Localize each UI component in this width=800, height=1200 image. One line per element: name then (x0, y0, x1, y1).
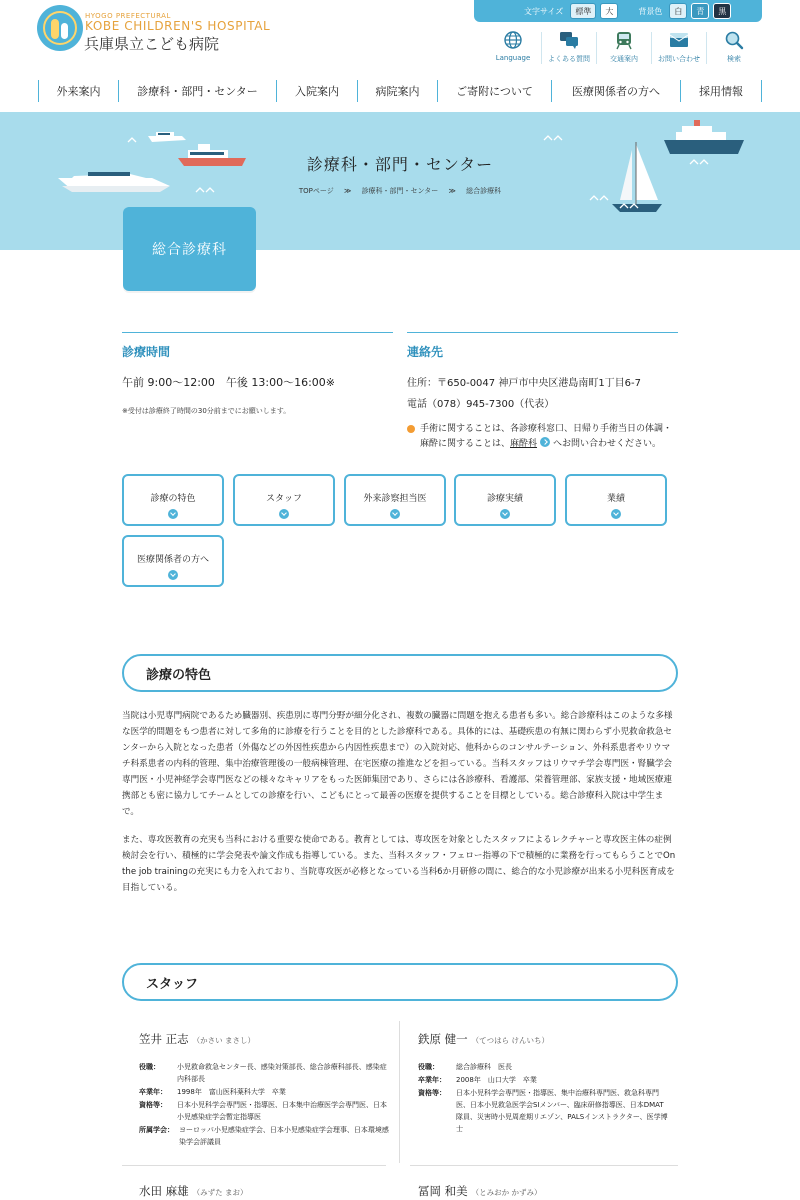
contact-address: 住所：〒650-0047 神戸市中央区港島南町1丁目6-7 (407, 378, 642, 389)
arrow-down-icon (168, 570, 178, 580)
chat-icon (559, 30, 579, 50)
language-link[interactable] (485, 30, 541, 66)
logo-subtitle[interactable]: HYOGO PREFECTURAL (85, 12, 171, 20)
logo-english-name[interactable]: KOBE CHILDREN'S HOSPITAL (85, 19, 271, 33)
staff-card: 笠井 正志 （かさい まさし） 役職： 小児救命救急センター長、感染対策部長、総合診療科部長、感染症内科部長 卒業年： 1998年 富山医科薬科大学 卒業 資格等： 日本小児科学会専門医・指導医、日本集中治療医学会専門医、日本小児感染症学会暫定指導医 所属学会： ヨーロッパ小児感染症学会、日本小児感染症学会理事、日本環境感染学会評議員 (139, 1032, 389, 1146)
hero-banner (0, 112, 800, 250)
search-label: 検索 (727, 55, 741, 63)
font-large-button[interactable]: 大 (600, 3, 618, 19)
features-heading: 診療の特色 (122, 654, 678, 692)
arrow-down-icon (611, 509, 621, 519)
background-color-label: 背景色 (638, 6, 663, 16)
language-label: Language (495, 54, 531, 62)
anchor-results-button[interactable]: 診療実績 (454, 474, 556, 526)
search-icon (724, 30, 744, 50)
nav-donation[interactable]: ご寄附について (437, 80, 551, 102)
staff-name: 水田 麻雄 （みずた まお） (139, 1184, 248, 1198)
staff-heading: スタッフ (122, 963, 678, 1001)
features-paragraph-2: また、専攻医教育の充実も当科における重要な使命である。教育としては、専攻医を対象としたスタッフによるレクチャーと専攻医主体の症例検討会を行い、積極的に学会発表や論文作成も指導している。また、当科スタッフ・フェロー指導の下で積極的に業務を行ってもらうことでOn the job trainingの充実にも力を入れており、当院専攻医が必修となっている当科6か月研修の間に、総合的な小児診療が出来る小児科医育成を目指している。 (122, 835, 676, 893)
bg-blue-button[interactable]: 青 (691, 3, 709, 19)
nav-medical-professionals[interactable]: 医療関係者の方へ (551, 80, 680, 102)
arrow-right-icon[interactable] (540, 437, 550, 447)
page-title: 診療科・部門・センター (306, 155, 494, 174)
anesthesiology-link[interactable]: 麻酔科 (510, 439, 538, 449)
features-paragraph-1: 当院は小児専門病院であるため臓器別、疾患別に専門分野が細分化され、複数の臓器に問題を抱える患者も多い。総合診療科はこのような多様な医学的問題をもつ患者に対して多角的に診療を行うことを目的とした診療科である。具体的には、基礎疾患の有無に関わらず小児救命救急センターから入院となった患者（外傷などの外因性疾患から内因性疾患まで）の入院対応、他科からのコンサルテーション、外科系患者やリウマチ科系患者の内科的管理、集中治療管理後の一般病棟管理、在宅医療の推進などを担っている。当科スタッフはリウマチ学会専門医・腎臓学会専門医・小児神経学会専門医などの様々なキャリアをもった医師集団であり、さらには各診療科、看護部、栄養管理部、家族支援・地域医療連携部とも密に協力してチームとしての診療を行い、こどもにとって最善の医療を提供することを目標としている。総合診療科入院は中学生まで。 (122, 711, 673, 817)
breadcrumb-separator-icon: ≫ (344, 187, 352, 195)
anchor-outpatient-doctors-button[interactable]: 外来診察担当医 (344, 474, 446, 526)
anchor-achievements-button[interactable]: 業績 (565, 474, 667, 526)
font-standard-button[interactable]: 標準 (570, 3, 596, 19)
contact-section (407, 332, 678, 452)
contact-notice: 手術に関することは、各診療科窓口、日帰り手術当日の体調・麻酔に関することは、麻酔科 へお問い合わせください。 (407, 422, 678, 452)
arrow-down-icon (168, 509, 178, 519)
arrow-down-icon (500, 509, 510, 519)
staff-card: 鉄原 健一 （てつはら けんいち） 役職： 総合診療科 医長 卒業年： 2008年 山口大学 卒業 資格等： 日本小児科学会専門医・指導医、集中治療科専門医、救急科専門医、日本小児救急医学会SIメンバー、臨床研修指導医、日本DMAT隊員、災害時小児周産期リエゾン、PALSインストラクター、医学博士 (418, 1032, 668, 1133)
faq-link[interactable] (541, 30, 597, 66)
site-header (0, 0, 800, 80)
contact-phone: 電話（078）945-7300（代表） (407, 399, 555, 410)
breadcrumb-departments[interactable]: 診療科・部門・センター (361, 187, 439, 195)
staff-row-divider (410, 1165, 678, 1166)
staff-name: 冨岡 和美 （とみおか かずみ） (418, 1184, 542, 1198)
accessibility-bar (474, 0, 762, 22)
hours-section (122, 332, 393, 416)
nav-hospital-info[interactable]: 病院案内 (357, 80, 437, 102)
breadcrumb-separator-icon: ≫ (448, 187, 456, 195)
hours-heading: 診療時間 (122, 345, 171, 359)
breadcrumb (0, 186, 800, 196)
hours-text: 午前 9:00〜12:00 午後 13:00〜16:00※ (122, 376, 336, 389)
search-link[interactable] (706, 30, 762, 66)
hospital-logo-icon[interactable] (37, 5, 83, 51)
staff-row-divider (122, 1165, 386, 1166)
anchor-medical-professionals-button[interactable]: 医療関係者の方へ (122, 535, 224, 587)
nav-outpatient[interactable]: 外来案内 (38, 80, 118, 102)
anchor-staff-button[interactable]: スタッフ (233, 474, 335, 526)
font-size-label: 文字サイズ (524, 6, 564, 16)
arrow-down-icon (279, 509, 289, 519)
contact-heading: 連絡先 (407, 345, 444, 359)
anchor-features-button[interactable]: 診療の特色 (122, 474, 224, 526)
mail-icon (669, 30, 689, 50)
globe-icon (503, 30, 523, 50)
arrow-down-icon (390, 509, 400, 519)
ships-illustration-icon (0, 112, 800, 250)
bullet-icon (407, 425, 415, 433)
department-name-box: 総合診療科 (123, 207, 256, 291)
staff-name: 笠井 正志 （かさい まさし） (139, 1032, 256, 1046)
train-icon (614, 30, 634, 50)
contact-label: お問い合わせ (658, 55, 700, 63)
faq-label: よくある質問 (548, 55, 590, 63)
logo-japanese-name[interactable]: 兵庫県立こども病院 (84, 35, 220, 53)
access-link[interactable] (596, 30, 652, 66)
hours-note: ※受付は診療終了時間の30分前までにお願いします。 (122, 407, 291, 415)
bg-white-button[interactable]: 白 (669, 3, 687, 19)
nav-recruitment[interactable]: 採用情報 (680, 80, 762, 102)
breadcrumb-top[interactable]: TOPページ (298, 187, 334, 195)
contact-link[interactable] (651, 30, 707, 66)
global-nav (38, 80, 762, 102)
nav-inpatient[interactable]: 入院案内 (276, 80, 357, 102)
staff-name: 鉄原 健一 （てつはら けんいち） (418, 1032, 550, 1046)
bg-black-button[interactable]: 黒 (713, 3, 731, 19)
nav-departments[interactable]: 診療科・部門・センター (118, 80, 276, 102)
access-label: 交通案内 (610, 55, 638, 63)
staff-column-divider (399, 1021, 400, 1163)
breadcrumb-current: 総合診療科 (466, 187, 502, 195)
